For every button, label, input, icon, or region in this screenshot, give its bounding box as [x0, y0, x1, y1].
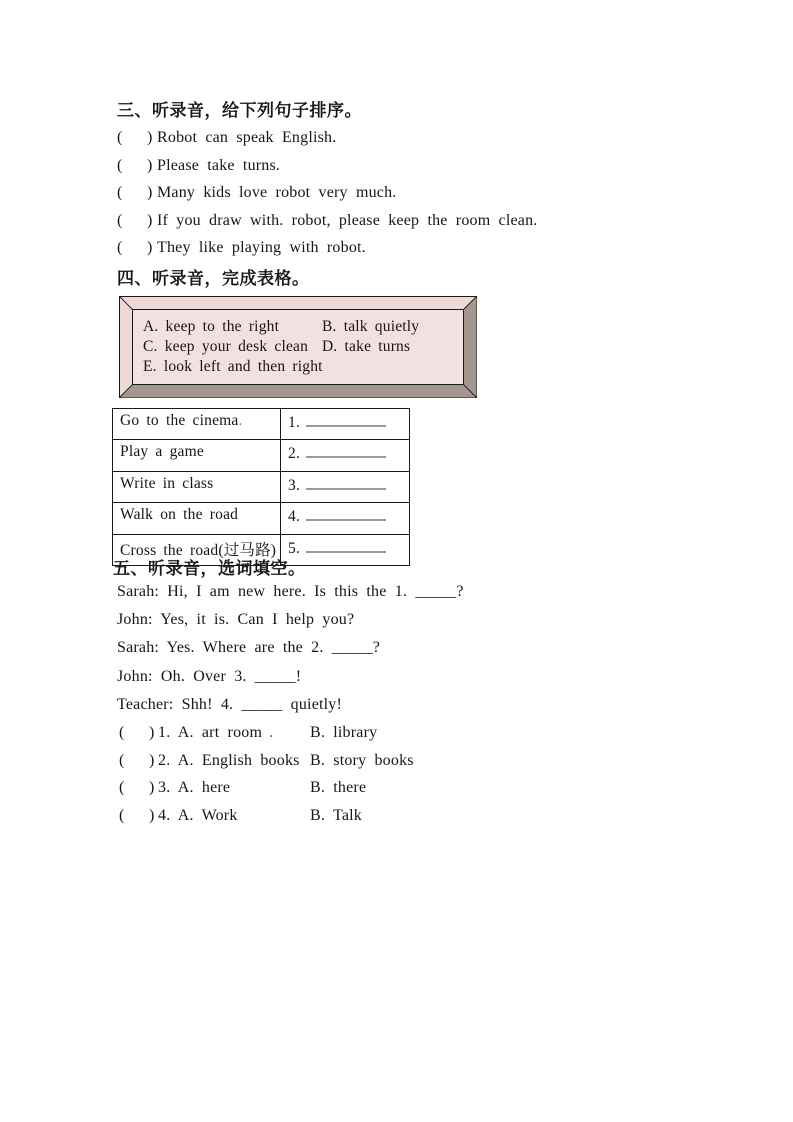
answer-paren-close: ): [149, 807, 155, 825]
choice-a-label: 3. A. here: [158, 779, 231, 797]
answer-blank-line: [306, 506, 386, 521]
sentence-text: Many kids love robot very much.: [157, 184, 397, 201]
answer-paren-close: ): [149, 779, 155, 797]
table-row: [113, 471, 410, 502]
dialogue-line: John: Oh. Over 3. _____!: [117, 667, 302, 685]
option-label: E. look left and then right: [143, 358, 323, 375]
sentence-text: Please take turns.: [157, 156, 281, 174]
answer-paren-open: (: [117, 184, 123, 201]
choice-b-label: B. Talk: [310, 807, 362, 825]
answer-paren-open: (: [119, 779, 125, 797]
answer-paren-open: (: [119, 724, 125, 741]
answer-blank-line: [306, 538, 386, 553]
answer-cell: [281, 440, 410, 471]
table-row: [113, 409, 410, 440]
activity-text: Cross the road(过马路): [120, 541, 277, 559]
activity-cell: [113, 440, 281, 471]
table-row: [113, 440, 410, 471]
answer-paren-close: ): [147, 211, 153, 229]
answer-paren-open: (: [119, 751, 125, 769]
choice-b-label: B. there: [310, 779, 367, 797]
dialogue-line: Teacher: Shh! 4. _____ quietly!: [117, 695, 343, 713]
sentence-text: If you draw with. robot, please keep the room clean.: [157, 211, 538, 229]
answer-cell: [281, 409, 410, 440]
dialogue: [117, 578, 464, 719]
section-4-heading: 四、听录音，完成表格。: [117, 269, 310, 288]
answer-number: 1.: [288, 414, 301, 431]
answer-number: 3.: [288, 476, 301, 494]
answer-paren-close: ): [147, 239, 153, 256]
answer-cell: [281, 471, 410, 502]
stray-dot: .: [269, 724, 274, 741]
dialogue-line: John: Yes, it is. Can I help you?: [117, 611, 355, 629]
answer-paren-close: ): [147, 184, 153, 201]
choice-b-label: B. library: [310, 724, 378, 741]
options-box: [119, 296, 477, 398]
choice-a-label: 1. A. art room: [158, 724, 263, 741]
activity-text: Write in class: [120, 474, 214, 492]
dialogue-line: Sarah: Hi, I am new here. Is this the 1. _____?: [117, 583, 464, 600]
dialogue-line: Sarah: Yes. Where are the 2. _____?: [117, 639, 381, 657]
choice-a-label: 4. A. Work: [158, 807, 238, 825]
answer-paren-close: ): [147, 129, 153, 146]
answer-paren-close: ): [149, 751, 155, 769]
answer-number: 2.: [288, 445, 301, 463]
choice-a-label: 2. A. English books: [158, 751, 300, 769]
answer-blank-line: [306, 443, 386, 458]
activities-table: [112, 408, 410, 566]
answer-paren-close: ): [147, 156, 153, 174]
sentence-text: They like playing with robot.: [157, 239, 366, 256]
option-label: A. keep to the right: [143, 318, 280, 335]
answer-paren-open: (: [117, 239, 123, 256]
answer-paren-open: (: [117, 156, 123, 174]
answer-cell: [281, 503, 410, 534]
section-3-heading: 三、听录音，给下列句子排序。: [117, 101, 362, 120]
answer-blank-line: [306, 412, 386, 427]
section-5-heading: 五、听录音，选词填空。: [113, 559, 306, 578]
activity-text: Play a game: [120, 443, 204, 461]
sentence-text: Robot can speak English.: [157, 129, 337, 146]
choice-b-label: B. story books: [310, 751, 414, 769]
answer-number: 5.: [288, 539, 301, 557]
activity-cell: [113, 409, 281, 440]
activity-cell: [113, 503, 281, 534]
activity-text: Go to the cinema: [120, 412, 239, 429]
activity-text: Walk on the road: [120, 506, 239, 524]
activity-suffix: .: [238, 412, 243, 429]
answer-blank-line: [306, 475, 386, 490]
answer-paren-open: (: [119, 807, 125, 825]
option-label: C. keep your desk clean: [143, 338, 309, 355]
table-row: [113, 503, 410, 534]
answer-number: 4.: [288, 508, 301, 526]
answer-paren-open: (: [117, 129, 123, 146]
option-label: D. take turns: [322, 338, 411, 355]
answer-paren-open: (: [117, 211, 123, 229]
activity-cell: [113, 471, 281, 502]
answer-paren-close: ): [149, 724, 155, 741]
option-label: B. talk quietly: [322, 318, 420, 335]
